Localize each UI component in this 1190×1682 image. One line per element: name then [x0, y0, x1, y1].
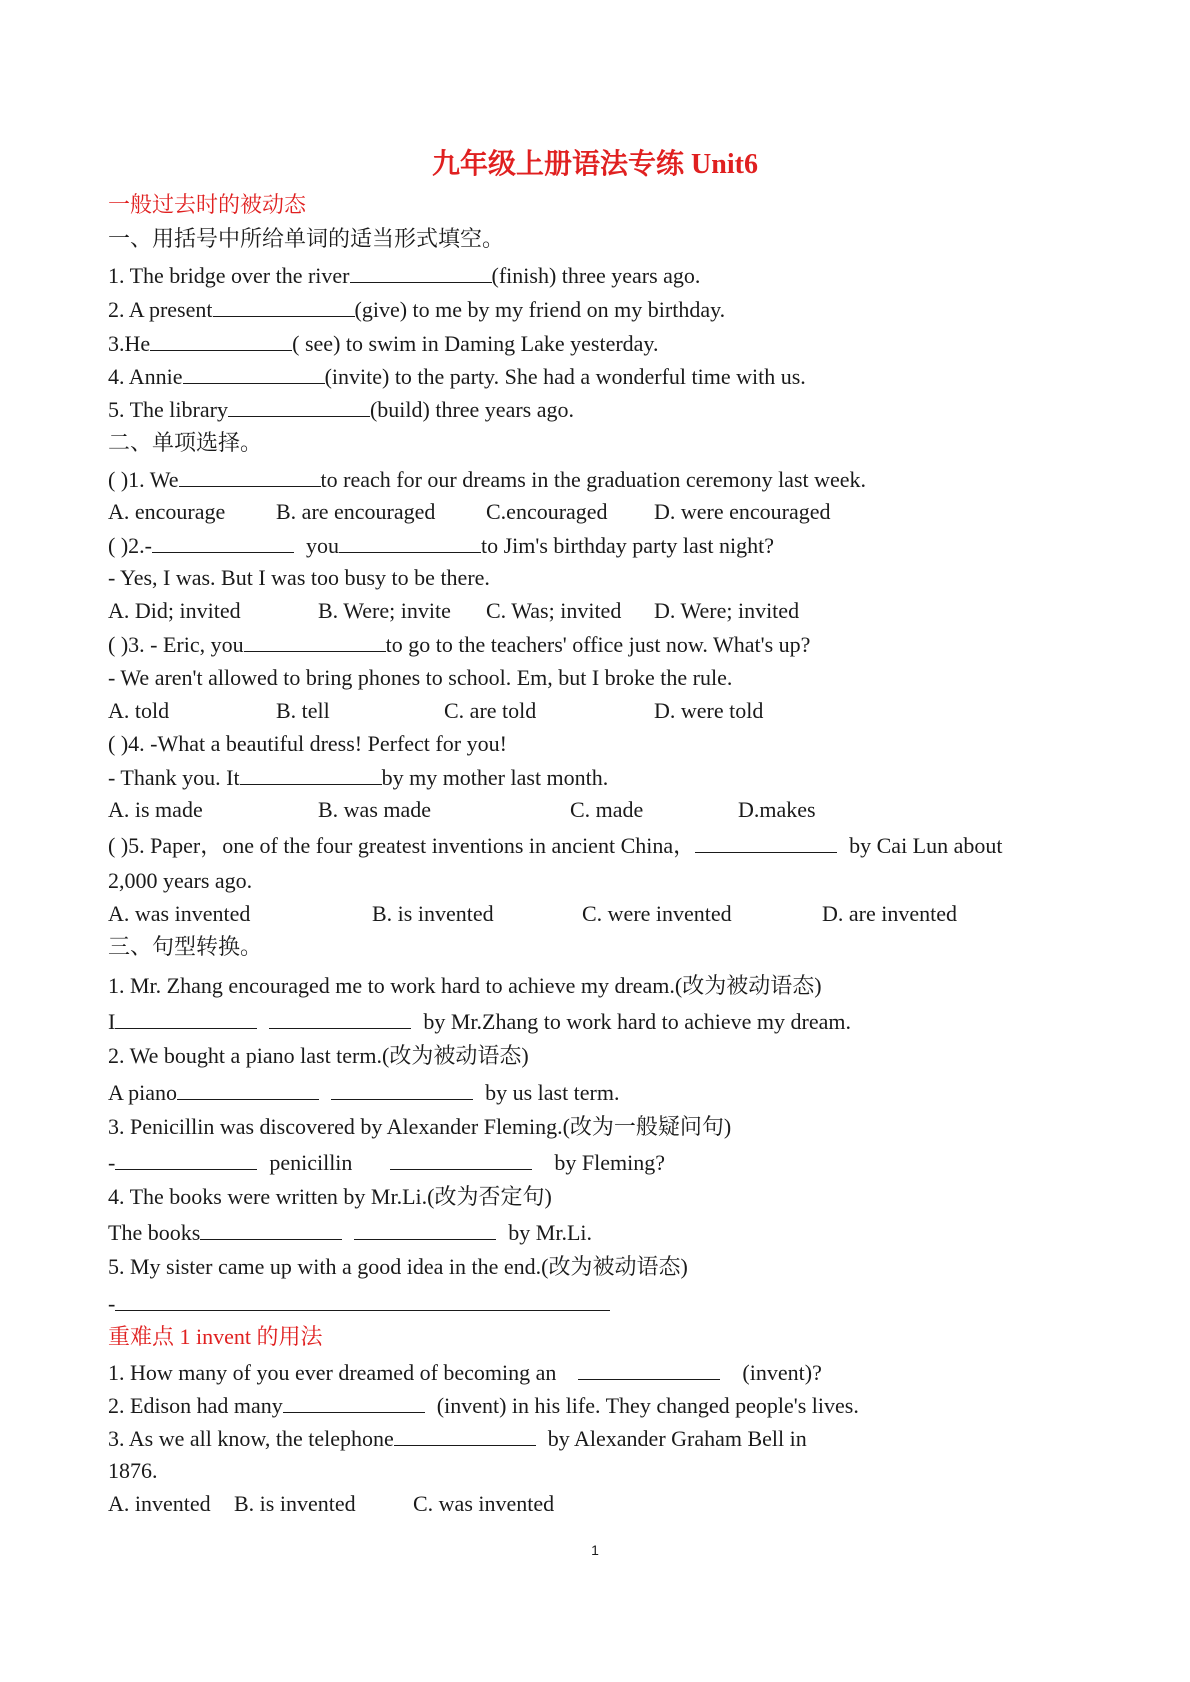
mc-question: ( )3. - Eric, you to go to the teachers' office just now. What's up? — [108, 632, 811, 657]
answer-blank[interactable] — [695, 832, 837, 853]
option[interactable]: C. are told — [444, 698, 537, 723]
answer-blank[interactable] — [228, 396, 370, 417]
transform-question: 5. My sister came up with a good idea in the end.(改为被动语态) — [108, 1254, 688, 1279]
option[interactable]: A. was invented — [108, 901, 251, 926]
answer-blank[interactable] — [115, 1008, 257, 1029]
page-title: 九年级上册语法专练 Unit6 — [432, 149, 758, 180]
option[interactable]: D.makes — [738, 797, 816, 822]
transform-question: 3. Penicillin was discovered by Alexander Fleming.(改为一般疑问句) — [108, 1114, 732, 1139]
transform-question: 2. We bought a piano last term.(改为被动语态) — [108, 1043, 529, 1068]
option[interactable]: A. Did; invited — [108, 598, 241, 623]
answer-blank[interactable] — [152, 532, 294, 553]
option[interactable]: A. told — [108, 698, 170, 723]
answer-blank[interactable] — [269, 1008, 411, 1029]
option[interactable]: D. are invented — [822, 901, 957, 926]
option[interactable]: A. encourage — [108, 499, 226, 524]
dialogue-answer: - Yes, I was. But I was too busy to be there. — [108, 565, 490, 590]
fill-item: 3.He ( see) to swim in Daming Lake yesterday. — [108, 331, 659, 356]
answer-blank[interactable] — [115, 1149, 257, 1170]
answer-blank[interactable] — [244, 631, 386, 652]
answer-blank[interactable] — [283, 1392, 425, 1413]
option[interactable]: C. were invented — [582, 901, 732, 926]
answer-blank[interactable] — [350, 262, 492, 283]
answer-blank[interactable] — [354, 1219, 496, 1240]
option[interactable]: B. was made — [318, 797, 432, 822]
answer-blank[interactable] — [183, 363, 325, 384]
part3-heading: 三、句型转换。 — [108, 934, 263, 959]
question-continuation: 1876. — [108, 1458, 158, 1483]
transform-answer: The books by Mr.Li. — [108, 1220, 592, 1245]
transform-answer: - penicillin by Fleming? — [108, 1150, 666, 1175]
fill-item: 1. The bridge over the river (finish) three years ago. — [108, 263, 701, 288]
option[interactable]: C. made — [570, 797, 644, 822]
transform-question: 1. Mr. Zhang encouraged me to work hard to achieve my dream.(改为被动语态) — [108, 973, 822, 998]
answer-blank[interactable] — [394, 1425, 536, 1446]
part1-heading: 一、用括号中所给单词的适当形式填空。 — [108, 226, 505, 251]
answer-blank[interactable] — [331, 1079, 473, 1100]
option[interactable]: B. is invented — [372, 901, 494, 926]
fill-item: 4. Annie (invite) to the party. She had a wonderful time with us. — [108, 364, 806, 389]
answer-blank[interactable] — [339, 532, 481, 553]
dialogue-answer: - We aren't allowed to bring phones to school. Em, but I broke the rule. — [108, 665, 733, 690]
answer-blank[interactable] — [179, 466, 321, 487]
fill-item: 1. How many of you ever dreamed of becoming an (invent)? — [108, 1360, 822, 1385]
fill-item: 5. The library (build) three years ago. — [108, 397, 574, 422]
option[interactable]: D. were encouraged — [654, 499, 831, 524]
mc-question: ( )4. -What a beautiful dress! Perfect for you! — [108, 731, 507, 756]
dialogue-answer: - Thank you. It by my mother last month. — [108, 765, 609, 790]
answer-blank[interactable] — [200, 1219, 342, 1240]
answer-blank-long[interactable] — [115, 1290, 610, 1311]
answer-blank[interactable] — [240, 764, 382, 785]
option[interactable]: B. Were; invite — [318, 598, 451, 623]
option[interactable]: A. is made — [108, 797, 203, 822]
mc-question: ( )2.- you to Jim's birthday party last night? — [108, 533, 774, 558]
section-heading-passive: 一般过去时的被动态 — [108, 192, 307, 217]
transform-answer: I by Mr.Zhang to work hard to achieve my dream. — [108, 1009, 851, 1034]
answer-blank[interactable] — [578, 1359, 720, 1380]
transform-question: 4. The books were written by Mr.Li.(改为否定句) — [108, 1184, 552, 1209]
question-continuation: 2,000 years ago. — [108, 868, 253, 893]
option[interactable]: B. is invented — [234, 1491, 356, 1516]
mc-question: ( )5. Paper，one of the four greatest inventions in ancient China， by Cai Lun about — [108, 833, 1003, 858]
option[interactable]: C.encouraged — [486, 499, 608, 524]
section-heading-invent: 重难点 1 invent 的用法 — [108, 1324, 323, 1349]
option[interactable]: B. tell — [276, 698, 330, 723]
fill-item: 3. As we all know, the telephone by Alexander Graham Bell in — [108, 1426, 807, 1451]
mc-question: ( )1. We to reach for our dreams in the graduation ceremony last week. — [108, 467, 867, 492]
answer-blank[interactable] — [390, 1149, 532, 1170]
option[interactable]: A. invented — [108, 1491, 211, 1516]
page-number: 1 — [591, 1542, 599, 1558]
answer-blank[interactable] — [177, 1079, 319, 1100]
transform-answer: - — [108, 1290, 610, 1317]
option[interactable]: C. Was; invited — [486, 598, 622, 623]
option[interactable]: D. were told — [654, 698, 764, 723]
transform-answer: A piano by us last term. — [108, 1080, 620, 1105]
answer-blank[interactable] — [213, 296, 355, 317]
fill-item: 2. A present (give) to me by my friend on my birthday. — [108, 297, 726, 322]
answer-blank[interactable] — [150, 330, 292, 351]
option[interactable]: B. are encouraged — [276, 499, 436, 524]
option[interactable]: D. Were; invited — [654, 598, 800, 623]
part2-heading: 二、单项选择。 — [108, 430, 263, 455]
fill-item: 2. Edison had many (invent) in his life. They changed people's lives. — [108, 1393, 859, 1418]
option[interactable]: C. was invented — [413, 1491, 555, 1516]
